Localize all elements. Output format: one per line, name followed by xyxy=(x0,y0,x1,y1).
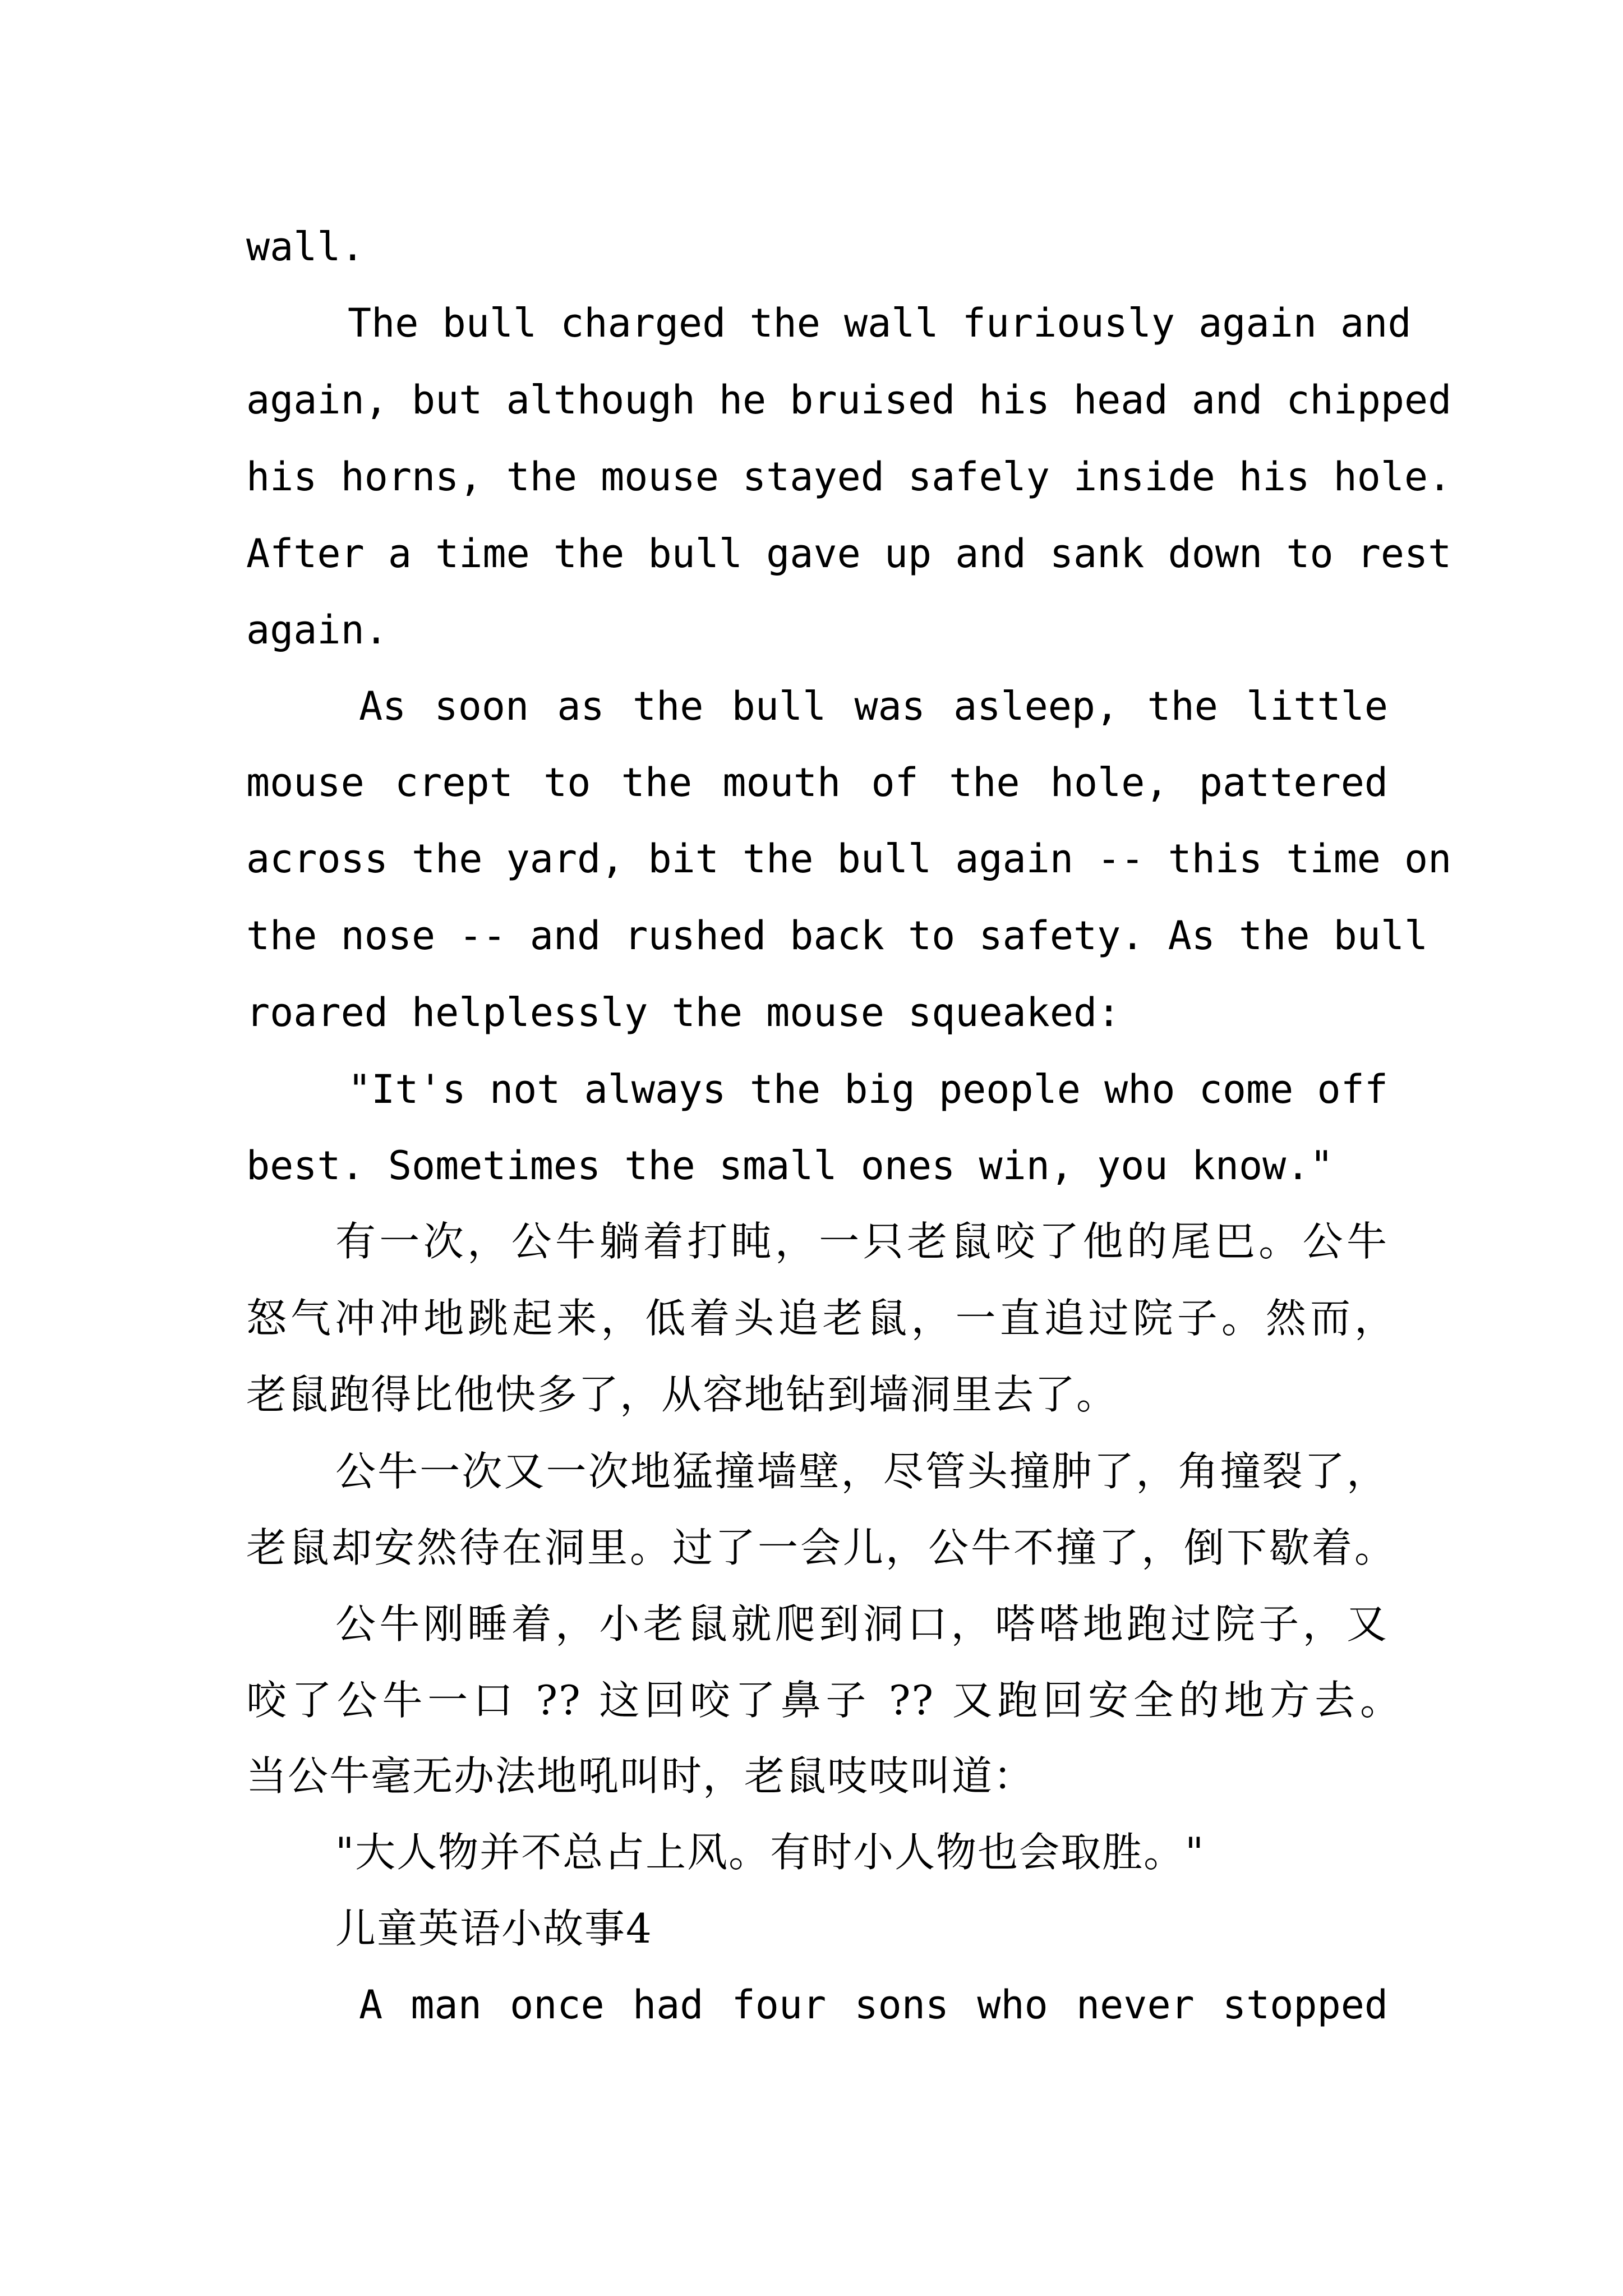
text-line: After a time the bull gave up and sank down to rest xyxy=(246,531,1452,577)
section-heading: 儿童英语小故事4 xyxy=(335,1905,653,1952)
text-line: wall. xyxy=(246,224,365,270)
paragraph-first-line: 公牛刚睡着，小老鼠就爬到洞口，嗒嗒地跑过院子，又 xyxy=(335,1600,1388,1648)
paragraph-first-line: As soon as the bull was asleep, the little xyxy=(359,683,1388,729)
text-line: 老鼠却安然待在洞里。过了一会儿，公牛不撞了，倒下歇着。 xyxy=(246,1524,1396,1571)
paragraph-first-line: 有一次，公牛躺着打盹，一只老鼠咬了他的尾巴。公牛 xyxy=(335,1218,1388,1265)
text-line: the nose -- and rushed back to safety. As the bull xyxy=(246,913,1428,959)
text-line: again. xyxy=(246,607,388,653)
paragraph-first-line: A man once had four sons who never stopped xyxy=(359,1982,1388,2028)
paragraph-first-line: "It's not always the big people who come off xyxy=(348,1066,1388,1112)
text-line: 老鼠跑得比他快多了，从容地钻到墙洞里去了。 xyxy=(246,1371,1118,1418)
paragraph-first-line: 公牛一次又一次地猛撞墙壁，尽管头撞肿了，角撞裂了， xyxy=(335,1448,1388,1495)
text-line: 怒气冲冲地跳起来，低着头追老鼠，一直追过院子。然而， xyxy=(246,1295,1396,1342)
paragraph-first-line: "大人物并不总占上风。有时小人物也会取胜。" xyxy=(335,1829,1205,1876)
text-line: 咬了公牛一口 ?? 这回咬了鼻子 ?? 又跑回安全的地方去。 xyxy=(246,1677,1401,1724)
text-line: again, but although he bruised his head and chipped xyxy=(246,377,1452,423)
text-line: 当公牛毫无办法地吼叫时，老鼠吱吱叫道： xyxy=(246,1752,1035,1800)
text-line: best. Sometimes the small ones win, you know." xyxy=(246,1143,1334,1189)
text-line: mouse crept to the mouth of the hole, pattered xyxy=(246,760,1388,806)
paragraph-first-line: The bull charged the wall furiously again and xyxy=(348,300,1412,346)
text-line: roared helplessly the mouse squeaked: xyxy=(246,990,1121,1036)
text-line: across the yard, bit the bull again -- this time on xyxy=(246,836,1452,882)
text-line: his horns, the mouse stayed safely inside his hole. xyxy=(246,454,1452,500)
